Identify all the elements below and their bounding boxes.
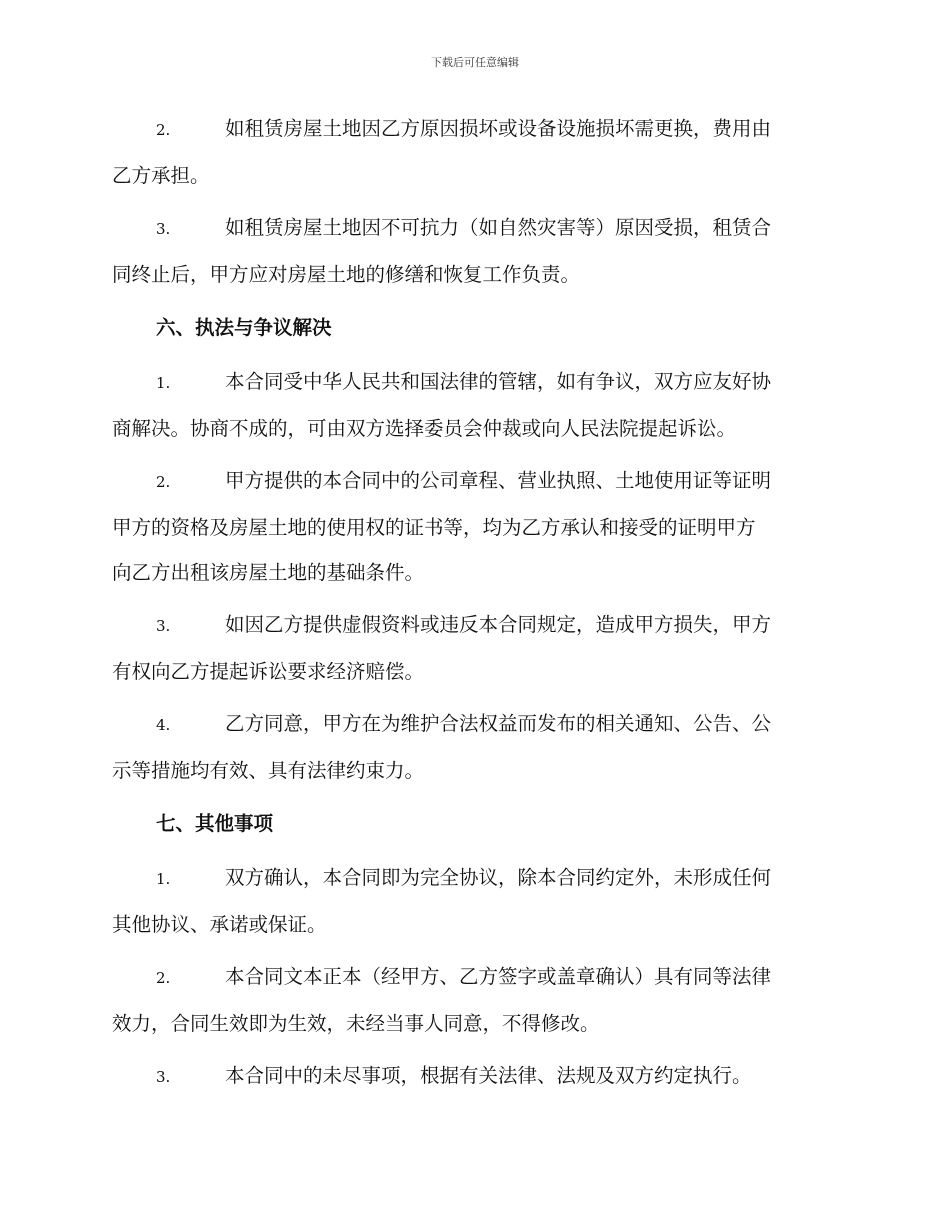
item-number: 2. bbox=[156, 121, 171, 139]
item-text: 效力，合同生效即为生效，未经当事人同意，不得修改。 bbox=[112, 1012, 600, 1035]
list-item bbox=[112, 855, 837, 947]
section-heading: 六、执法与争议解决 bbox=[156, 316, 332, 339]
list-item bbox=[112, 701, 837, 793]
item-text: 其他协议、承诺或保证。 bbox=[112, 913, 327, 936]
item-text: 向乙方出租该房屋土地的基础条件。 bbox=[112, 561, 425, 584]
page-header: 下载后可任意编辑 bbox=[431, 56, 519, 69]
item-number: 4. bbox=[156, 716, 171, 734]
item-number: 3. bbox=[156, 617, 171, 635]
item-text: 本合同受中华人民共和国法律的管辖，如有争议，双方应友好协 bbox=[225, 370, 772, 393]
list-item bbox=[112, 205, 837, 297]
list-item bbox=[112, 458, 837, 595]
item-text: 甲方提供的本合同中的公司章程、营业执照、土地使用证等证明 bbox=[225, 469, 772, 492]
section-heading: 七、其他事项 bbox=[156, 812, 274, 835]
item-text: 示等措施均有效、具有法律约束力。 bbox=[112, 759, 425, 782]
item-number: 3. bbox=[156, 220, 171, 238]
list-item bbox=[112, 106, 837, 198]
item-number: 1. bbox=[156, 374, 171, 392]
list-item bbox=[112, 954, 837, 1046]
item-text: 甲方的资格及房屋土地的使用权的证书等，均为乙方承认和接受的证明甲方 bbox=[112, 516, 756, 539]
item-text: 同终止后，甲方应对房屋土地的修缮和恢复工作负责。 bbox=[112, 263, 581, 286]
list-item bbox=[112, 1053, 837, 1100]
list-item bbox=[112, 602, 837, 694]
item-text: 乙方承担。 bbox=[112, 164, 210, 187]
item-text: 如租赁房屋土地因不可抗力（如自然灾害等）原因受损，租赁合 bbox=[225, 216, 772, 239]
item-number: 3. bbox=[156, 1068, 171, 1086]
item-number: 1. bbox=[156, 870, 171, 888]
list-item bbox=[112, 359, 837, 451]
item-text: 商解决。协商不成的，可由双方选择委员会仲裁或向人民法院提起诉讼。 bbox=[112, 417, 737, 440]
item-text: 有权向乙方提起诉讼要求经济赔偿。 bbox=[112, 660, 425, 683]
item-number: 2. bbox=[156, 473, 171, 491]
item-text: 双方确认，本合同即为完全协议，除本合同约定外，未形成任何 bbox=[225, 866, 772, 889]
item-number: 2. bbox=[156, 969, 171, 987]
item-text: 乙方同意，甲方在为维护合法权益而发布的相关通知、公告、公 bbox=[225, 712, 772, 735]
item-text: 本合同中的未尽事项，根据有关法律、法规及双方约定执行。 bbox=[225, 1064, 752, 1087]
item-text: 如租赁房屋土地因乙方原因损坏或设备设施损坏需更换，费用由 bbox=[225, 117, 772, 140]
item-text: 如因乙方提供虚假资料或违反本合同规定，造成甲方损失，甲方 bbox=[225, 613, 772, 636]
item-text: 本合同文本正本（经甲方、乙方签字或盖章确认）具有同等法律 bbox=[225, 965, 772, 988]
